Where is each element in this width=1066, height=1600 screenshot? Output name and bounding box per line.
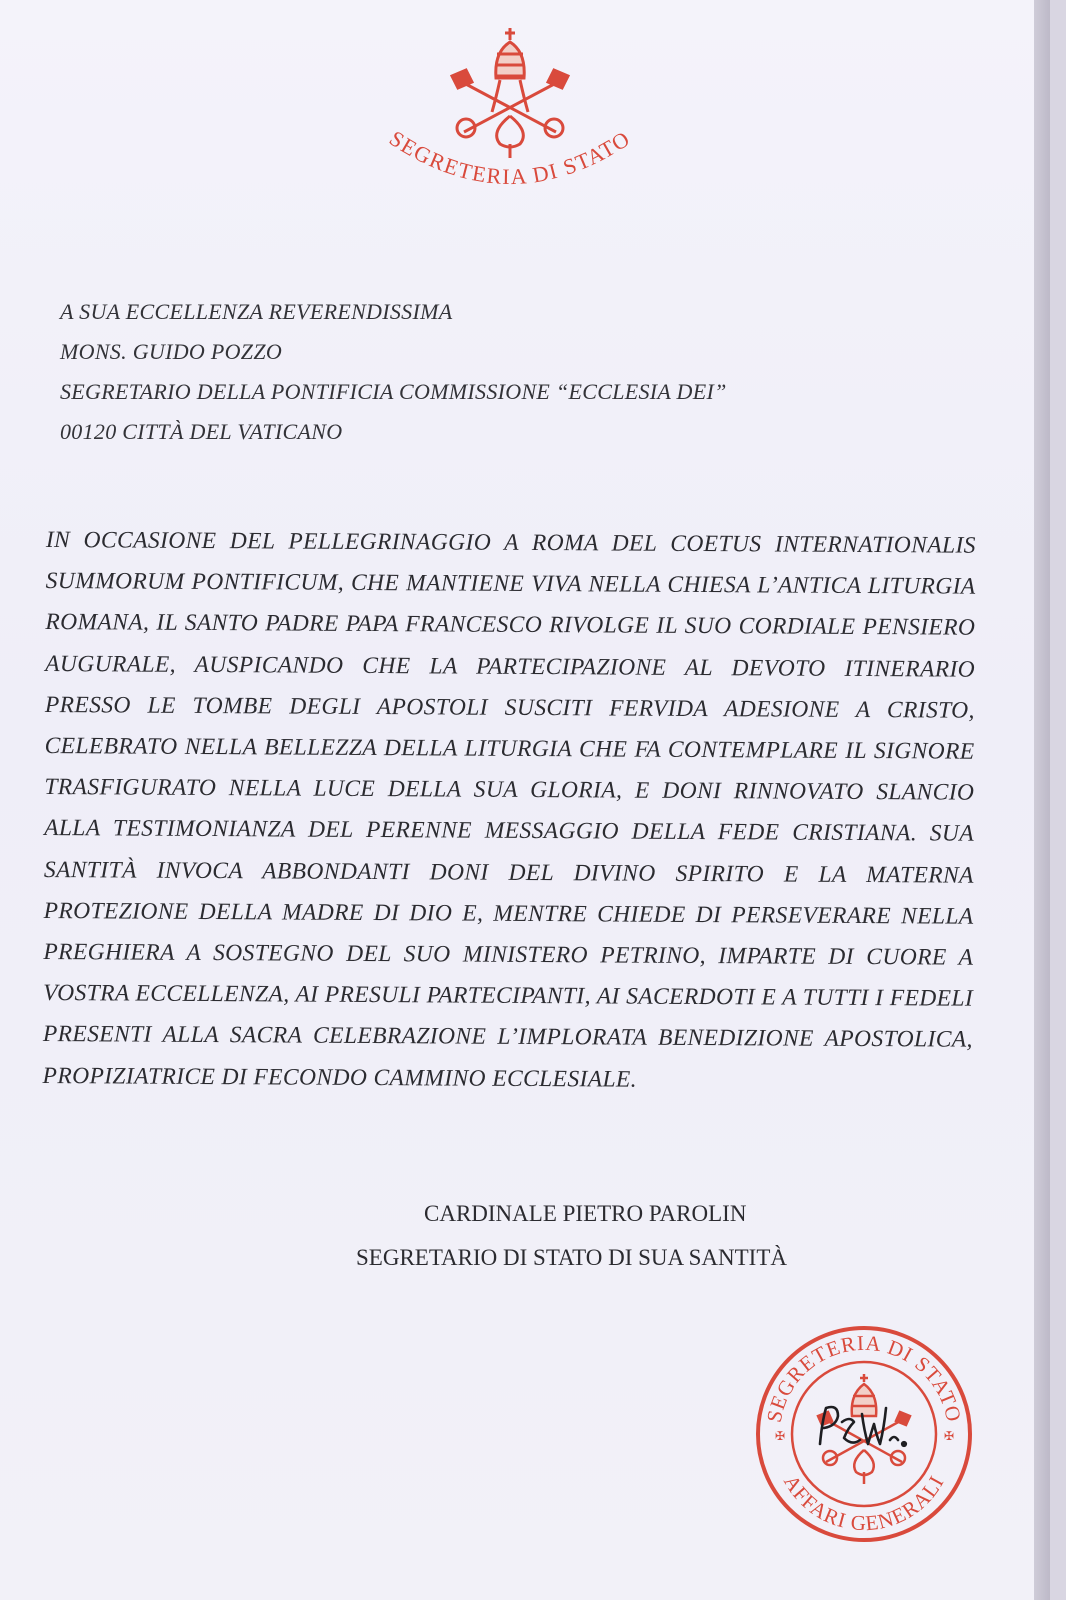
letterhead [360, 20, 660, 200]
address-line: MONS. GUIDO POZZO [60, 339, 283, 364]
seal-cross-left-icon: ✠ [775, 1429, 786, 1443]
signatory-name: CARDINALE PIETRO PAROLIN [424, 1201, 747, 1226]
address-line: 00120 CITTÀ DEL VATICANO [60, 419, 343, 444]
seal-bottom-text: AFFARI GENERALI [779, 1470, 949, 1536]
letterhead-text: SEGRETERIA DI STATO [385, 125, 635, 190]
seal-top-text: SEGRETERIA DI STATO [761, 1330, 967, 1425]
signatory-title: SEGRETARIO DI STATO DI SUA SANTITÀ [356, 1245, 787, 1270]
signature-block [356, 1192, 876, 1280]
letterhead-emblem [360, 20, 660, 200]
recipient-address [60, 292, 960, 452]
page-edge [1034, 0, 1050, 1600]
handwritten-initials-icon [812, 1400, 912, 1460]
address-line: A SUA ECCELLENZA REVERENDISSIMA [60, 299, 453, 324]
address-line: SEGRETARIO DELLA PONTIFICIA COMMISSIONE “ECCLESIA DEI” [60, 379, 727, 404]
seal-cross-right-icon: ✠ [944, 1429, 955, 1443]
letter-body: IN OCCASIONE DEL PELLEGRINAGGIO A ROMA DEL COETUS INTERNATIONALIS SUMMORUM PONTIFICUM, CHE MANTIENE VIVA NELLA CHIESA L’ANTICA LITURGIA ROMANA, IL SANTO PADRE PAPA FRANCESCO RIVOLGE IL SUO CORDIALE PENSIERO AUGURALE, AUSPICANDO CHE LA PARTECIPAZIONE AL DEVOTO ITINERARIO PRESSO LE TOMBE DEGLI APOSTOLI SUSCITI FERVIDA ADESIONE A CRISTO, CELEBRATO NELLA BELLEZZA DELLA LITURGIA CHE FA CONTEMPLARE IL SIGNORE TRASFIGURATO NELLA LUCE DELLA SUA GLORIA, E DONI RINNOVATO SLANCIO ALLA TESTIMONIANZA DEL PERENNE MESSAGGIO DELLA FEDE CRISTIANA. SUA SANTITÀ INVOCA ABBONDANTI DONI DEL DIVINO SPIRITO E LA MATERNA PROTEZIONE DELLA MADRE DI DIO E, MENTRE CHIEDE DI PERSEVERARE NELLA PREGHIERA A SOSTEGNO DEL SUO MINISTERO PETRINO, IMPARTE DI CUORE A VOSTRA ECCELLENZA, AI PRESULI PARTECIPANTI, AI SACERDOTI E A TUTTI I FEDELI PRESENTI ALLA SACRA CELEBRAZIONE L’IMPLORATA BENEDIZIONE APOSTOLICA, PROPIZIATRICE DI FECONDO CAMMINO ECCLESIALE. [42, 526, 976, 1093]
papal-tiara-crossed-keys-icon [452, 28, 568, 158]
